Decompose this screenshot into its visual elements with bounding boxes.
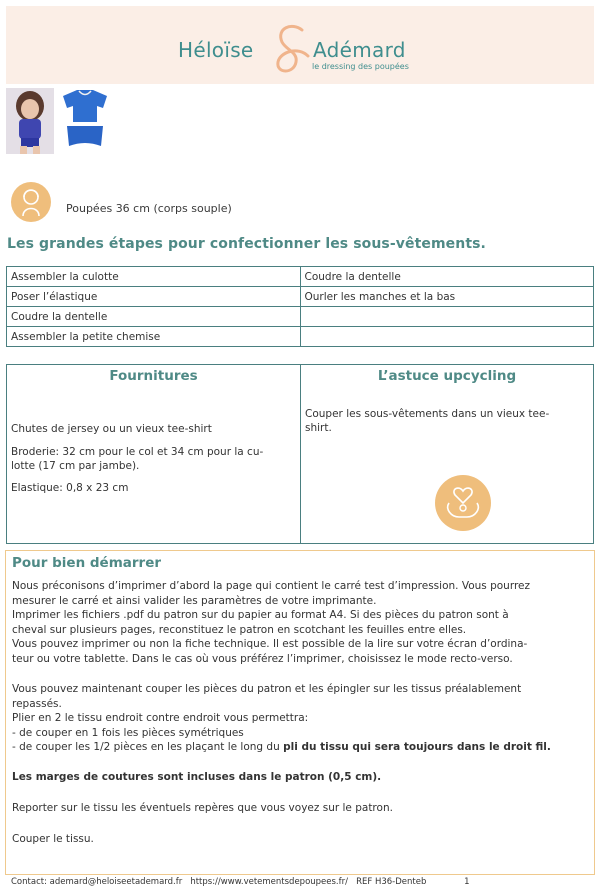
ampersand-logo-icon xyxy=(268,22,318,78)
grain-emphasis: pli du tissu qui sera toujours dans le droit fil. xyxy=(283,741,551,753)
table-row xyxy=(7,327,594,347)
paragraph-line: Vous pouvez imprimer ou non la fiche technique. Il est possible de la lire sur votre écran d’ordina- xyxy=(12,638,528,650)
upcycling-icon xyxy=(435,475,491,531)
steps-title: Les grandes étapes pour confectionner les sous-vêtements. xyxy=(7,236,486,252)
paragraph-line: Nous préconisons d’imprimer d’abord la page qui contient le carré test d’impression. Vous pourrez xyxy=(12,580,531,592)
fold-instruction-text: - de couper les 1/2 pièces en les plaçant le long du xyxy=(12,741,284,753)
doll-size-label: Poupées 36 cm (corps souple) xyxy=(66,202,232,215)
step-cell xyxy=(300,327,594,347)
astuce-box xyxy=(300,364,594,544)
footer-contact: Contact: ademard@heloiseetademard.fr https://www.vetementsdepoupees.fr/ REF H36-Denteb 1 xyxy=(11,877,470,887)
paragraph-line: Reporter sur le tissu les éventuels repères que vous voyez sur le patron. xyxy=(12,802,393,814)
brand-logo[interactable] xyxy=(6,6,594,84)
brand-tagline: le dressing des poupées xyxy=(312,62,409,71)
getting-started-box xyxy=(5,550,595,875)
paragraph-line: cheval sur plusieurs pages, reconstituez le patron en scotchant les feuilles entre elles. xyxy=(12,623,467,636)
paragraph-line: - de couper en 1 fois les pièces symétriques xyxy=(12,726,244,739)
step-cell: Ourler les manches et la bas xyxy=(300,287,594,307)
astuce-title: L’astuce upcycling xyxy=(377,368,517,384)
paragraph-line: Plier en 2 le tissu endroit contre endroit vous permettra: xyxy=(12,712,309,724)
doll-size-icon xyxy=(11,182,51,222)
fournitures-line: Elastique: 0,8 x 23 cm xyxy=(11,482,129,494)
step-cell: Assembler la culotte xyxy=(7,267,301,287)
fournitures-title: Fournitures xyxy=(109,368,198,384)
step-cell: Assembler la petite chemise xyxy=(7,327,301,347)
paragraph-line: repassés. xyxy=(12,697,62,710)
table-row xyxy=(7,267,594,287)
fournitures-box xyxy=(6,364,301,544)
seam-allowance-note: Les marges de coutures sont incluses dans le patron (0,5 cm). xyxy=(12,771,382,783)
getting-started-title: Pour bien démarrer xyxy=(12,555,162,571)
table-row xyxy=(7,307,594,327)
paragraph-line: Couper le tissu. xyxy=(12,833,94,845)
astuce-line: Couper les sous-vêtements dans un vieux tee- xyxy=(305,408,550,420)
step-cell: Coudre la dentelle xyxy=(300,267,594,287)
garment-photo xyxy=(57,88,113,154)
doll-photo xyxy=(6,88,54,154)
fournitures-line: lotte (17 cm par jambe). xyxy=(11,460,140,472)
header-banner xyxy=(6,6,594,84)
table-row xyxy=(7,287,594,307)
paragraph-line: Imprimer les fichiers .pdf du patron sur du papier au format A4. Si des pièces du patron sont à xyxy=(12,609,509,621)
astuce-line: shirt. xyxy=(305,422,332,434)
paragraph-line: Vous pouvez maintenant couper les pièces du patron et les épingler sur les tissus préalablement xyxy=(12,683,522,695)
brand-name-left: Héloïse xyxy=(178,38,254,62)
paragraph-line: teur ou votre tablette. Dans le cas où vous préférez l’imprimer, choisissez le mode recto-verso. xyxy=(12,652,513,665)
paragraph-line xyxy=(12,740,592,755)
step-cell: Coudre la dentelle xyxy=(7,307,301,327)
paragraph-line: mesurer le carré et ainsi valider les paramètres de votre imprimante. xyxy=(12,594,377,607)
fournitures-line: Broderie: 32 cm pour le col et 34 cm pour la cu- xyxy=(11,446,264,458)
step-cell xyxy=(300,307,594,327)
step-cell: Poser l’élastique xyxy=(7,287,301,307)
steps-table xyxy=(6,266,594,347)
fournitures-line: Chutes de jersey ou un vieux tee-shirt xyxy=(11,423,212,435)
brand-name-right: Adémard xyxy=(313,38,406,62)
